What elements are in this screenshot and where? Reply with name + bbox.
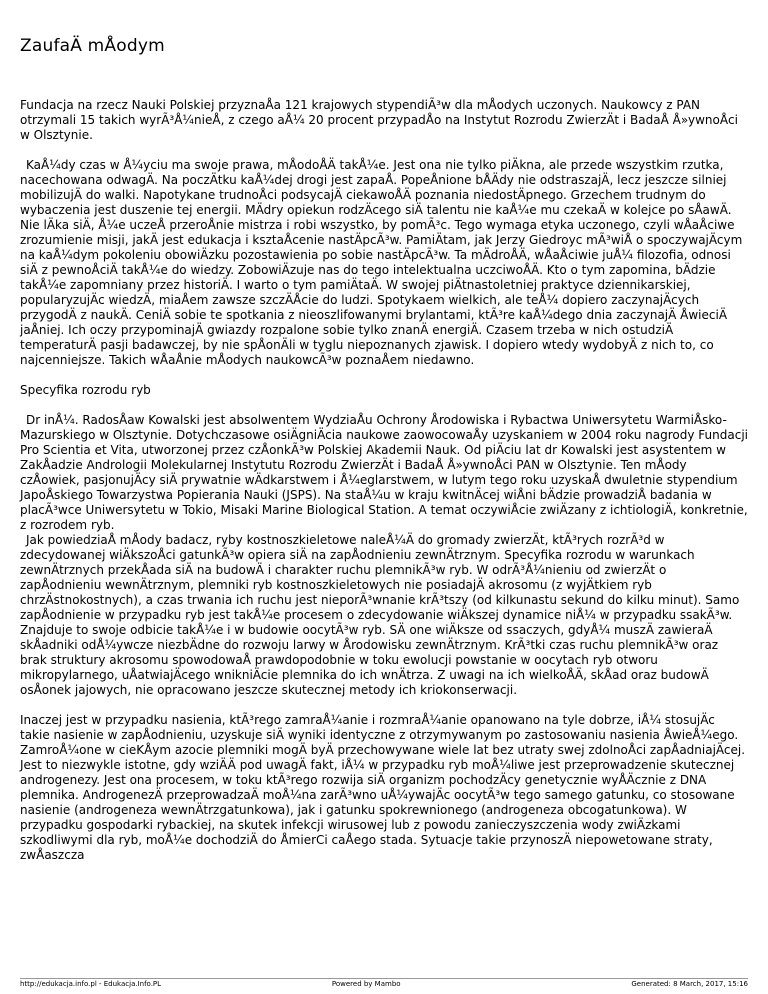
article-paragraph-4: Inaczej jest w przypadku nasienia, ktÃ³rego zamraÅ¼anie i rozmraÅ¼anie opanowano na tyle dobrze, iÅ¼ stosujÄc takie nasienie w zapÅodnieniu, uzyskuje siÄ wyniki identyczne z otrzymywanym po zastosowaniu nasienia ÅwieÅ¼ego. ZamroÅ¼one w cieKÅym azocie plemniki mogÄ byÄ przechowywane wiele lat bez utraty swej zdolnoÅci zapÅadniajÄcej. Jest to niezwykle istotne, gdy wziÄÄ pod uwagÄ fakt, iÅ¼ w przypadku ryb moÅ¼liwe jest przeprowadzenie skutecznej androgenezy. Jest ona procesem, w toku ktÃ³rego rozwija siÄ organizm pochodzÄcy genetycznie wyÅÄcznie z DNA plemnika. AndrogenezÄ przeprowadzaÄ moÅ¼na zarÃ³wno uÅ¼ywajÄc oocytÃ³w tego samego gatunku, co stosowane nasienie (androgeneza wewnÄtrzgatunkowa), jak i gatunku spokrewnionego (androgeneza obcogatunkowa). W przypadku gospodarki rybackiej, na skutek infekcji wirusowej lub z powodu zanieczyszczenia wody zwiÄzkami szkodliwymi dla ryb, moÅ¼e dochodziÄ do ÅmierCi caÅego stada. Sytuacje takie przynoszÄ niepowetowane straty, zwÅaszcza: [20, 713, 746, 862]
document-page: [20, 0, 748, 863]
page-footer: [20, 978, 748, 988]
footer-source-link[interactable]: http://edukacja.info.pl - Edukacja.Info.PL: [20, 980, 162, 988]
article-paragraph-3: Jak powiedziaÅ mÅody badacz, ryby kostnoszkieletowe naleÅ¼Ä do gromady zwierzÄt, ktÃ³rych rozrÃ³d w zdecydowanej wiÄkszoÅci gatunkÃ³w opiera siÄ na zapÅodnieniu zewnÄtrznym. Specyfika rozrodu w warunkach zewnÄtrznych przekÅada siÄ na budowÄ i charakter ruchu plemnikÃ³w ryb. W odrÃ³Å¼nieniu od zwierzÄt o zapÅodnieniu wewnÄtrznym, plemniki ryb kostnoszkieletowych nie posiadajÄ akrosomu (z wyjÄtkiem ryb chrzÄstnokostnych), a czas trwania ich ruchu jest nieporÃ³wnanie krÃ³tszy (od kilkunastu sekund do kilku minut). Samo zapÅodnienie w przypadku ryb jest takÅ¼e procesem o zdecydowanie wiÄkszej dynamice niÅ¼ w przypadku ssakÃ³w. Znajduje to swoje odbicie takÅ¼e i w budowie oocytÃ³w ryb. SÄ one wiÄksze od ssaczych, gdyÅ¼ muszÄ zawieraÄ skÅadniki odÅ¼ywcze niezbÄdne do rozwoju larwy w Årodowisku zewnÄtrznym. KrÃ³tki czas ruchu plemnikÃ³w oraz brak struktury akrosomu spowodowaÅ prawdopodobnie w toku ewolucji powstanie w oocytach ryb otworu mikropylarnego, uÅatwiajÄcego wnikniÄcie plemnika do ich wnÄtrza. Z uwagi na ich wielkoÅÄ, skÅad oraz budowÄ osÅonek jajowych, nie opracowano jeszcze skutecznej metody ich kriokonserwacji.: [20, 533, 740, 697]
article-intro: Fundacja na rzecz Nauki Polskiej przyznaÅa 121 krajowych stypendiÃ³w dla mÅodych uczonych. Naukowcy z PAN otrzymali 15 takich wyrÃ³Å¼nieÅ, z czego aÅ¼ 20 procent przypadÅo na Instytut Rozrodu ZwierzÄt i BadaÅ Å»ywnoÅci w Olsztynie.: [20, 98, 738, 142]
article-paragraph-2: Dr inÅ¼. RadosÅaw Kowalski jest absolwentem WydziaÅu Ochrony Årodowiska i Rybactwa Uniwersytetu WarmiÅsko-Mazurskiego w Olsztynie. Dotychczasowe osiÄgniÄcia naukowe zaowocowaÅy uzyskaniem w 2004 roku nagrody Fundacji Pro Scientia et Vita, utworzonej przez czÅonkÃ³w Polskiej Akademii Nauk. Od piÄciu lat dr Kowalski jest asystentem w ZakÅadzie Andrologii Molekularnej Instytutu Rozrodu ZwierzÄt i BadaÅ Å»ywnoÅci PAN w Olsztynie. Ten mÅody czÅowiek, pasjonujÄcy siÄ prywatnie wÄdkarstwem i Å¼eglarstwem, w lutym tego roku uzyskaÅ dwuletnie stypendium JapoÅskiego Towarzystwa Popierania Nauki (JSPS). Na staÅ¼u w kraju kwitnÄcej wiÅni bÄdzie prowadziÅ badania w placÃ³wce Uniwersytetu w Tokio, Misaki Marine Biological Station. A temat oczywiÅcie zwiÄzany z ichtiologiÄ, konkretnie, z rozrodem ryb.: [20, 413, 748, 532]
footer-powered-by: Powered by Mambo: [331, 980, 401, 988]
footer-generated-date: Generated: 8 March, 2017, 15:16: [631, 980, 748, 988]
article-title: ZaufaÄ mÅodym: [20, 36, 165, 56]
article-paragraph-1: KaÅ¼dy czas w Å¼yciu ma swoje prawa, mÅodoÅÄ takÅ¼e. Jest ona nie tylko piÄkna, ale przede wszystkim rzutka, nacechowana odwagÄ. Na poczÄtku kaÅ¼dej drogi jest zapaÅ. PopeÅnione bÅÄdy nie odstraszajÄ, lecz jeszcze silniej mobilizujÄ do walki. Napotykane trudnoÅci podsycajÄ ciekawoÅÄ poznania niedostÄpnego. Grzechem trudnym do wybaczenia jest duszenie tej energii. MÄdry opiekun rodzÄcego siÄ talentu nie kaÅ¼e mu czekaÄ w kolejce po sÅawÄ. Nie lÄka siÄ, Å¼e uczeÅ przeroÅnie mistrza i robi wszystko, by pomÃ³c. Tego wymaga etyka uczonego, czyli wÅaÅciwe zrozumienie misji, jakÄ jest edukacja i ksztaÅcenie nastÄpcÃ³w. PamiÄtam, jak Jerzy Giedroyc mÃ³wiÅ o spoczywajÄcym na kaÅ¼dym pokoleniu obowiÄzku pozostawienia po sobie nastÄpcÃ³w. Ta mÄdroÅÄ, wÅaÅciwie juÅ¼ filozofia, odnosi siÄ z pewnoÅciÄ takÅ¼e do wiedzy. ZobowiÄzuje nas do tego intelektualna uczciwoÅÄ. Kto o tym zapomina, bÄdzie takÅ¼e zapomniany przez historiÄ. I warto o tym pamiÄtaÄ. W swojej piÄtnastoletniej praktyce dziennikarskiej, popularyzujÄc wiedzÄ, miaÅem zawsze szczÄÅcie do ludzi. Spotykaem wielkich, ale teÅ¼ dopiero zaczynajÄcych przygodÄ z naukÄ. CeniÄ sobie te spotkania z nieoszlifowanymi brylantami, ktÃ³re kaÅ¼dego dnia zaczynajÄ ÅwieciÄ jaÅniej. Ich oczy przypominajÄ gwiazdy rozpalone sobie tylko znanÄ energiÄ. Czasem trzeba w nich ostudziÄ temperaturÄ pasji badawczej, by nie spÅonÄli w tyglu niepoznanych zjawisk. I dopiero wtedy wydobyÄ z nich to, co najcenniejsze. Takich wÅaÅnie mÅodych naukowcÃ³w poznaÅem niedawno.: [20, 158, 743, 367]
section-heading: Specyfika rozrodu ryb: [20, 383, 151, 397]
